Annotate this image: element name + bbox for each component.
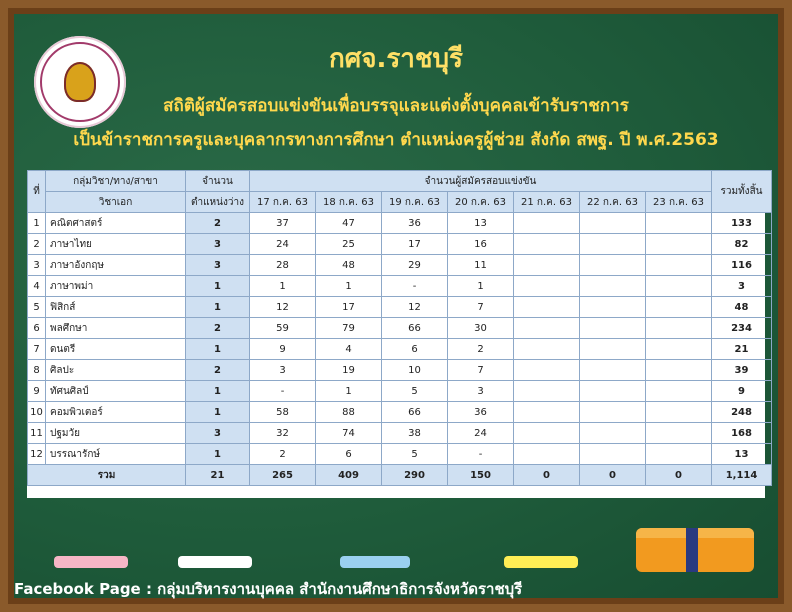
row-daily-count: 12 [382, 297, 448, 318]
org-title: กศจ.ราชบุรี [328, 44, 464, 74]
row-daily-count: 3 [448, 381, 514, 402]
row-daily-count [514, 423, 580, 444]
row-subject: ทัศนศิลป์ [46, 381, 186, 402]
row-positions: 2 [186, 360, 250, 381]
row-positions: 1 [186, 381, 250, 402]
header-date: 17 ก.ค. 63 [250, 192, 316, 213]
page-title-line1: สถิติผู้สมัครสอบแข่งขันเพื่อบรรจุและแต่งตั้งบุคคลเข้ารับราชการ [163, 96, 629, 116]
row-number: 3 [28, 255, 46, 276]
row-daily-count: 79 [316, 318, 382, 339]
row-daily-count [580, 402, 646, 423]
page-title-line2: เป็นข้าราชการครูและบุคลากรทางการศึกษา ตำแหน่งครูผู้ช่วย สังกัด สพฐ. ปี พ.ศ.2563 [73, 130, 719, 150]
row-daily-count: 12 [250, 297, 316, 318]
row-daily-count [514, 276, 580, 297]
summary-row [28, 465, 772, 486]
row-daily-count [514, 444, 580, 465]
white-chalk [178, 556, 252, 568]
row-number: 1 [28, 213, 46, 234]
header-applicants: จำนวนผู้สมัครสอบแข่งขัน [250, 171, 712, 192]
row-daily-count [514, 234, 580, 255]
applicant-stats-table-wrap [27, 170, 765, 498]
row-daily-count: 2 [448, 339, 514, 360]
table-row [28, 360, 772, 381]
row-daily-count [514, 360, 580, 381]
row-number: 2 [28, 234, 46, 255]
row-daily-count [580, 255, 646, 276]
table-row [28, 402, 772, 423]
row-number: 8 [28, 360, 46, 381]
row-number: 4 [28, 276, 46, 297]
row-total: 82 [712, 234, 772, 255]
row-daily-count: 10 [382, 360, 448, 381]
row-total: 234 [712, 318, 772, 339]
row-daily-count [580, 444, 646, 465]
row-daily-count [514, 213, 580, 234]
row-number: 9 [28, 381, 46, 402]
summary-total: 1,114 [712, 465, 772, 486]
row-daily-count [580, 360, 646, 381]
row-daily-count [580, 297, 646, 318]
row-positions: 1 [186, 339, 250, 360]
row-number: 7 [28, 339, 46, 360]
table-row [28, 276, 772, 297]
row-daily-count: 6 [382, 339, 448, 360]
row-daily-count [514, 318, 580, 339]
row-daily-count: - [250, 381, 316, 402]
row-positions: 3 [186, 234, 250, 255]
row-subject: ภาษาอังกฤษ [46, 255, 186, 276]
row-daily-count: 13 [448, 213, 514, 234]
row-daily-count [646, 402, 712, 423]
row-daily-count: 3 [250, 360, 316, 381]
header-date: 18 ก.ค. 63 [316, 192, 382, 213]
summary-daily-count: 150 [448, 465, 514, 486]
row-daily-count: 24 [448, 423, 514, 444]
row-daily-count [646, 381, 712, 402]
row-daily-count [646, 339, 712, 360]
row-total: 48 [712, 297, 772, 318]
row-number: 5 [28, 297, 46, 318]
row-daily-count: 1 [316, 381, 382, 402]
header-date: 19 ก.ค. 63 [382, 192, 448, 213]
row-daily-count: 6 [316, 444, 382, 465]
row-subject: ฟิสิกส์ [46, 297, 186, 318]
row-daily-count [646, 213, 712, 234]
row-daily-count: 5 [382, 444, 448, 465]
applicant-stats-table [27, 170, 772, 486]
summary-daily-count: 0 [580, 465, 646, 486]
row-daily-count [580, 276, 646, 297]
row-daily-count: 47 [316, 213, 382, 234]
header-date: 22 ก.ค. 63 [580, 192, 646, 213]
row-daily-count [646, 255, 712, 276]
row-number: 10 [28, 402, 46, 423]
summary-daily-count: 265 [250, 465, 316, 486]
header-date: 20 ก.ค. 63 [448, 192, 514, 213]
eraser-band [686, 528, 698, 572]
table-row [28, 234, 772, 255]
header-positions-line2: ตำแหน่งว่าง [186, 192, 250, 213]
row-subject: ภาษาไทย [46, 234, 186, 255]
row-daily-count [514, 402, 580, 423]
row-daily-count: 66 [382, 402, 448, 423]
row-daily-count: 25 [316, 234, 382, 255]
row-daily-count: 1 [250, 276, 316, 297]
row-daily-count: 29 [382, 255, 448, 276]
row-daily-count [514, 297, 580, 318]
row-daily-count: 30 [448, 318, 514, 339]
summary-daily-count: 0 [646, 465, 712, 486]
row-daily-count [646, 318, 712, 339]
row-total: 9 [712, 381, 772, 402]
header-positions-line1: จำนวน [186, 171, 250, 192]
row-daily-count: 17 [382, 234, 448, 255]
row-daily-count [646, 297, 712, 318]
row-total: 116 [712, 255, 772, 276]
table-row [28, 255, 772, 276]
header-subject-line1: กลุ่มวิชา/ทาง/สาขา [46, 171, 186, 192]
row-daily-count [646, 360, 712, 381]
row-daily-count: 32 [250, 423, 316, 444]
pink-chalk [54, 556, 128, 568]
table-row [28, 381, 772, 402]
row-daily-count: 7 [448, 297, 514, 318]
row-daily-count [646, 234, 712, 255]
row-positions: 3 [186, 255, 250, 276]
row-daily-count: 24 [250, 234, 316, 255]
header-date: 21 ก.ค. 63 [514, 192, 580, 213]
row-number: 6 [28, 318, 46, 339]
row-daily-count: - [382, 276, 448, 297]
row-total: 13 [712, 444, 772, 465]
row-daily-count [580, 381, 646, 402]
row-subject: ดนตรี [46, 339, 186, 360]
row-subject: พลศึกษา [46, 318, 186, 339]
header-date: 23 ก.ค. 63 [646, 192, 712, 213]
row-daily-count: 66 [382, 318, 448, 339]
row-daily-count [646, 423, 712, 444]
row-daily-count: 9 [250, 339, 316, 360]
row-positions: 1 [186, 402, 250, 423]
row-subject: ศิลปะ [46, 360, 186, 381]
row-daily-count: 88 [316, 402, 382, 423]
row-daily-count: 48 [316, 255, 382, 276]
row-daily-count: 36 [448, 402, 514, 423]
row-daily-count: 28 [250, 255, 316, 276]
row-positions: 3 [186, 423, 250, 444]
table-row [28, 213, 772, 234]
row-total: 168 [712, 423, 772, 444]
row-total: 21 [712, 339, 772, 360]
row-daily-count: 1 [448, 276, 514, 297]
row-subject: ปฐมวัย [46, 423, 186, 444]
row-daily-count: 17 [316, 297, 382, 318]
header-no: ที่ [28, 171, 46, 213]
header-total: รวมทั้งสิ้น [712, 171, 772, 213]
header-subject-line2: วิชาเอก [46, 192, 186, 213]
row-daily-count [580, 234, 646, 255]
row-number: 12 [28, 444, 46, 465]
row-total: 248 [712, 402, 772, 423]
row-daily-count: 36 [382, 213, 448, 234]
eraser-icon [636, 528, 754, 572]
row-positions: 1 [186, 444, 250, 465]
row-daily-count: 58 [250, 402, 316, 423]
summary-daily-count: 409 [316, 465, 382, 486]
summary-daily-count: 0 [514, 465, 580, 486]
row-daily-count: - [448, 444, 514, 465]
table-row [28, 444, 772, 465]
row-subject: บรรณารักษ์ [46, 444, 186, 465]
row-daily-count: 37 [250, 213, 316, 234]
row-daily-count [580, 213, 646, 234]
row-daily-count: 11 [448, 255, 514, 276]
table-row [28, 339, 772, 360]
row-daily-count: 19 [316, 360, 382, 381]
summary-positions: 21 [186, 465, 250, 486]
row-daily-count [580, 318, 646, 339]
row-positions: 1 [186, 297, 250, 318]
row-daily-count: 59 [250, 318, 316, 339]
row-daily-count [646, 444, 712, 465]
row-daily-count: 16 [448, 234, 514, 255]
row-subject: คอมพิวเตอร์ [46, 402, 186, 423]
row-positions: 2 [186, 213, 250, 234]
table-row [28, 423, 772, 444]
row-daily-count [580, 423, 646, 444]
row-daily-count: 2 [250, 444, 316, 465]
row-daily-count [514, 339, 580, 360]
row-daily-count [514, 381, 580, 402]
table-row [28, 297, 772, 318]
yellow-chalk [504, 556, 578, 568]
row-total: 39 [712, 360, 772, 381]
blue-chalk [340, 556, 410, 568]
row-positions: 1 [186, 276, 250, 297]
row-daily-count [646, 276, 712, 297]
row-total: 133 [712, 213, 772, 234]
row-daily-count [580, 339, 646, 360]
row-total: 3 [712, 276, 772, 297]
table-row [28, 318, 772, 339]
row-daily-count: 38 [382, 423, 448, 444]
row-daily-count: 1 [316, 276, 382, 297]
footer-facebook-page: Facebook Page : กลุ่มบริหารงานบุคคล สำนักงานศึกษาธิการจังหวัดราชบุรี [14, 580, 523, 598]
summary-daily-count: 290 [382, 465, 448, 486]
row-daily-count: 5 [382, 381, 448, 402]
row-positions: 2 [186, 318, 250, 339]
row-daily-count: 7 [448, 360, 514, 381]
row-subject: คณิตศาสตร์ [46, 213, 186, 234]
row-daily-count: 74 [316, 423, 382, 444]
summary-label: รวม [28, 465, 186, 486]
row-number: 11 [28, 423, 46, 444]
row-subject: ภาษาพม่า [46, 276, 186, 297]
row-daily-count [514, 255, 580, 276]
row-daily-count: 4 [316, 339, 382, 360]
